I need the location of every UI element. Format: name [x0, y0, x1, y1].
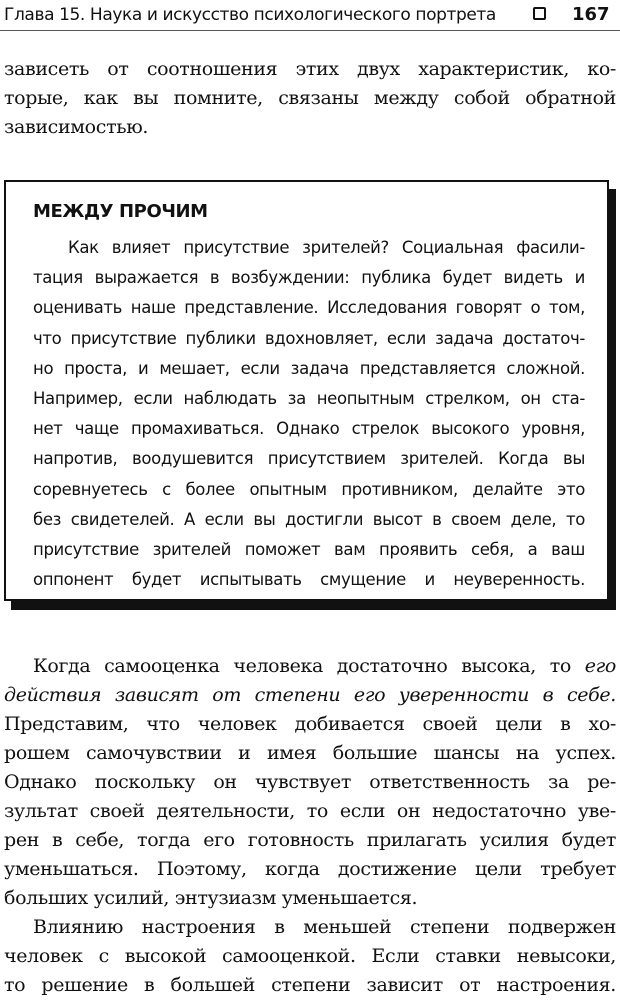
sidebar-body — [33, 233, 585, 595]
text-line: зависеть от соотношения этих двух характеристик, ко- — [4, 58, 616, 80]
italic-text: его — [584, 655, 616, 677]
sidebar-line: оценивать наше представление. Исследования говорят о том, — [33, 298, 585, 318]
text-span: Когда самооценка человека достаточно высока, то — [33, 655, 585, 677]
square-bullet-icon — [533, 7, 546, 20]
sidebar-line: без свидетелей. А если вы достигли высот в своем деле, то — [33, 509, 585, 529]
page-header — [0, 0, 620, 31]
text-line: рен в себе, тогда его готовность прилагать усилия будет — [4, 829, 616, 851]
text-line: человек с высокой самооценкой. Если ставки невысоки, — [4, 945, 616, 967]
top-paragraph — [4, 55, 616, 142]
sidebar-box — [4, 180, 609, 601]
text-line: рошем самочувствии и имея большие шансы на успех. — [4, 742, 616, 764]
italic-line: действия зависят от степени его уверенности в себе. — [4, 684, 616, 706]
text-line: уменьшаться. Поэтому, когда достижение цели требует — [4, 858, 616, 880]
text-line: Влиянию настроения в меньшей степени подвержен — [33, 916, 616, 938]
text-line: торые, как вы помните, связаны между собой обратной — [4, 87, 616, 109]
sidebar-line: Как влияет присутствие зрителей? Социальная фасили- — [68, 238, 585, 257]
sidebar-line: тация выражается в возбуждении: публика будет видеть и — [33, 268, 585, 288]
sidebar-line: нет чаще промахиваться. Однако стрелок высокого уровня, — [33, 419, 585, 439]
chapter-title: Глава 15. Наука и искусство психологического портрета — [4, 5, 496, 25]
sidebar-line: присутствие зрителей поможет вам проявить себя, а ваш — [33, 539, 585, 559]
sidebar-title: МЕЖДУ ПРОЧИМ — [33, 201, 208, 222]
sidebar-line: оппонент будет испытывать смущение и неуверенность. — [33, 570, 585, 590]
text-line: зависимостью. — [4, 116, 149, 138]
main-text — [4, 652, 616, 1000]
sidebar-line: Например, если наблюдать за неопытным стрелком, он ста- — [33, 388, 585, 408]
text-line: Представим, что человек добивается своей цели в хо- — [4, 713, 616, 735]
text-line — [4, 652, 616, 681]
text-line: больших усилий, энтузиазм уменьшается. — [4, 887, 418, 909]
sidebar-line: но проста, и мешает, если задача представляется сложной. — [33, 358, 585, 378]
sidebar-line: что присутствие публики вдохновляет, если задача достаточ- — [33, 328, 585, 348]
text-line: зультат своей деятельности, то если он недостаточно уве- — [4, 800, 616, 822]
sidebar-line: соревнуетесь с более опытным противником, делайте это — [33, 479, 585, 499]
text-line: то решение в большей степени зависит от настроения. — [4, 974, 616, 996]
text-line: Однако поскольку он чувствует ответственность за ре- — [4, 771, 616, 793]
sidebar-line: напротив, воодушевится присутствием зрителей. Когда вы — [33, 449, 585, 469]
page-number: 167 — [572, 4, 610, 25]
